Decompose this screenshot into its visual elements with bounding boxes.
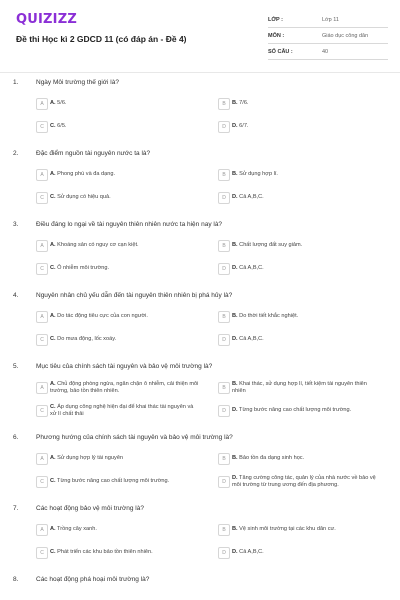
option-badge: B	[218, 453, 230, 465]
option-letter: A.	[50, 381, 56, 387]
answer-option-d[interactable]	[218, 262, 386, 276]
option-text	[50, 381, 200, 395]
option-label: 7/6.	[239, 100, 249, 106]
question-text: Phương hướng của chính sách tài nguyên và bảo vệ môi trường là?	[36, 434, 233, 441]
meta-value: 40	[322, 44, 388, 60]
option-text	[50, 239, 200, 249]
option-label: Do thời tiết khắc nghiệt.	[239, 313, 299, 319]
option-text	[50, 333, 200, 343]
option-label: Sử dụng hợp lý tài nguyên	[57, 455, 124, 461]
option-label: 6/5.	[57, 123, 67, 129]
question-text: Các hoạt động phá hoại môi trường là?	[36, 576, 150, 583]
option-letter: A.	[50, 242, 56, 248]
option-label: Trồng cây xanh.	[57, 526, 97, 532]
question-item	[0, 79, 400, 150]
option-text	[232, 523, 382, 533]
option-label: 6/7.	[239, 123, 249, 129]
option-badge: C	[36, 476, 48, 488]
option-badge: B	[218, 311, 230, 323]
option-text	[232, 191, 382, 201]
option-label: Từng bước nâng cao chất lượng môi trường.	[239, 407, 352, 413]
option-text	[50, 262, 200, 272]
option-text	[50, 523, 200, 533]
option-letter: C.	[50, 194, 56, 200]
question-text: Mục tiêu của chính sách tài nguyên và bảo vệ môi trường là?	[36, 363, 213, 370]
answer-option-c[interactable]	[36, 262, 204, 276]
meta-key: LỚP :	[268, 12, 322, 28]
option-label: Do mưa động, lốc xoáy.	[57, 336, 117, 342]
option-label: Ô nhiễm môi trường.	[57, 265, 110, 271]
question-number: 3.	[13, 221, 19, 228]
option-label: Sử dụng có hiệu quả.	[57, 194, 111, 200]
question-item	[0, 434, 400, 505]
option-badge: C	[36, 547, 48, 559]
option-label: Phát triển các khu bảo tồn thiên nhiên.	[57, 549, 153, 555]
answer-option-c[interactable]	[36, 546, 204, 560]
option-text	[232, 381, 382, 395]
option-text	[232, 120, 382, 130]
option-badge: D	[218, 476, 230, 488]
answer-option-b[interactable]	[218, 168, 386, 182]
option-text	[232, 404, 382, 414]
option-text	[50, 475, 200, 485]
option-label: Cả A,B,C.	[239, 194, 264, 200]
option-label: Phong phú và đa dạng.	[57, 171, 116, 177]
option-badge: A	[36, 382, 48, 394]
option-badge: A	[36, 98, 48, 110]
option-text	[50, 310, 200, 320]
option-label: 5/6.	[57, 100, 67, 106]
question-number: 1.	[13, 79, 19, 86]
option-badge: C	[36, 334, 48, 346]
option-letter: A.	[50, 171, 56, 177]
answer-option-d[interactable]	[218, 404, 386, 418]
option-label: Do tác động tiêu cực của con người.	[57, 313, 148, 319]
option-badge: D	[218, 405, 230, 417]
option-letter: D.	[232, 194, 238, 200]
question-item	[0, 363, 400, 434]
option-text	[232, 239, 382, 249]
option-letter: A.	[50, 526, 56, 532]
option-badge: A	[36, 169, 48, 181]
option-label: Vệ sinh môi trường tại các khu dân cư.	[239, 526, 336, 532]
answer-option-a[interactable]	[36, 310, 204, 324]
option-badge: A	[36, 240, 48, 252]
option-label: Cả A,B,C.	[239, 549, 264, 555]
option-badge: C	[36, 263, 48, 275]
option-label: Chất lượng đất suy giảm.	[239, 242, 303, 248]
question-number: 5.	[13, 363, 19, 370]
option-letter: C.	[50, 336, 56, 342]
option-letter: B.	[232, 455, 238, 461]
page-header	[0, 0, 400, 64]
option-text	[232, 168, 382, 178]
option-letter: D.	[232, 265, 238, 271]
meta-table	[268, 12, 388, 60]
option-badge: C	[36, 192, 48, 204]
question-item	[0, 292, 400, 363]
answer-option-b[interactable]	[218, 381, 386, 395]
option-letter: D.	[232, 549, 238, 555]
option-letter: B.	[232, 242, 238, 248]
option-badge: B	[218, 98, 230, 110]
option-label: Cả A,B,C.	[239, 336, 264, 342]
answer-option-b[interactable]	[218, 523, 386, 537]
option-letter: D.	[232, 123, 238, 129]
option-label: Cả A,B,C.	[239, 265, 264, 271]
answer-option-b[interactable]	[218, 239, 386, 253]
question-number: 6.	[13, 434, 19, 441]
question-text: Đặc điểm nguồn tài nguyên nước ta là?	[36, 150, 151, 157]
question-text: Điều đáng lo ngại về tài nguyên thiên nhiên nước ta hiện nay là?	[36, 221, 223, 228]
option-letter: B.	[232, 313, 238, 319]
option-label: Từng bước nâng cao chất lượng môi trường.	[57, 478, 170, 484]
option-label: Khoáng sản có nguy cơ cạn kiệt.	[57, 242, 139, 248]
header-divider	[0, 72, 400, 73]
option-badge: C	[36, 405, 48, 417]
question-item	[0, 505, 400, 576]
meta-row-class	[268, 12, 388, 28]
answer-option-a[interactable]	[36, 523, 204, 537]
option-badge: D	[218, 263, 230, 275]
question-list	[0, 79, 400, 596]
option-text	[232, 452, 382, 462]
question-item	[0, 221, 400, 292]
answer-option-a[interactable]	[36, 168, 204, 182]
option-text	[50, 191, 200, 201]
answer-option-c[interactable]	[36, 191, 204, 205]
answer-option-c[interactable]	[36, 475, 204, 489]
option-label: Khai thác, sử dụng hợp lí, tiết kiệm tài nguyên thiên nhiên	[232, 381, 367, 394]
option-letter: D.	[232, 336, 238, 342]
option-letter: B.	[232, 526, 238, 532]
option-letter: C.	[50, 404, 56, 410]
quizizz-logo: QUIZIZZ	[16, 12, 77, 27]
option-text	[50, 546, 200, 556]
option-badge: B	[218, 382, 230, 394]
option-letter: D.	[232, 475, 238, 481]
answer-option-b[interactable]	[218, 310, 386, 324]
answer-option-a[interactable]	[36, 239, 204, 253]
option-letter: A.	[50, 100, 56, 106]
option-badge: D	[218, 547, 230, 559]
option-letter: C.	[50, 549, 56, 555]
option-badge: C	[36, 121, 48, 133]
option-label: Chủ động phòng ngừa, ngăn chặn ô nhiễm, cải thiện môi trường, bảo tồn thiên nhiên.	[50, 381, 199, 394]
answer-option-d[interactable]	[218, 333, 386, 347]
option-text	[50, 404, 200, 418]
option-text	[232, 310, 382, 320]
meta-value: Lớp 11	[322, 12, 388, 28]
answer-option-a[interactable]	[36, 452, 204, 466]
answer-option-d[interactable]	[218, 475, 386, 489]
option-label: Bảo tồn đa dạng sinh học.	[239, 455, 305, 461]
meta-row-subject	[268, 28, 388, 44]
option-text	[232, 475, 382, 489]
meta-value: Giáo dục công dân	[322, 28, 388, 44]
answer-option-c[interactable]	[36, 120, 204, 134]
option-text	[50, 120, 200, 130]
option-letter: D.	[232, 407, 238, 413]
option-badge: A	[36, 524, 48, 536]
option-letter: A.	[50, 313, 56, 319]
answer-option-b[interactable]	[218, 452, 386, 466]
option-badge: B	[218, 240, 230, 252]
meta-key: SỐ CÂU :	[268, 44, 322, 60]
meta-row-count	[268, 44, 388, 60]
document-title: Đề thi Học kì 2 GDCD 11 (có đáp án - Đề 4)	[16, 34, 187, 44]
question-item	[0, 576, 400, 596]
answer-option-c[interactable]	[36, 333, 204, 347]
option-badge: B	[218, 169, 230, 181]
option-label: Áp dụng công nghệ hiện đại để khai thác tài nguyên và xử lí chất thải	[50, 404, 194, 417]
question-number: 8.	[13, 576, 19, 583]
question-number: 2.	[13, 150, 19, 157]
option-badge: B	[218, 524, 230, 536]
option-letter: C.	[50, 123, 56, 129]
answer-option-d[interactable]	[218, 191, 386, 205]
option-letter: C.	[50, 478, 56, 484]
answer-option-c[interactable]	[36, 404, 204, 418]
question-text: Nguyên nhân chủ yếu dẫn đến tài nguyên thiên nhiên bị phá hủy là?	[36, 292, 233, 299]
option-text	[232, 333, 382, 343]
option-badge: A	[36, 311, 48, 323]
option-letter: C.	[50, 265, 56, 271]
option-letter: B.	[232, 381, 238, 387]
question-item	[0, 150, 400, 221]
question-number: 7.	[13, 505, 19, 512]
question-text: Các hoạt động bảo vệ môi trường là?	[36, 505, 144, 512]
option-text	[50, 97, 200, 107]
answer-option-d[interactable]	[218, 120, 386, 134]
option-letter: B.	[232, 100, 238, 106]
option-text	[232, 97, 382, 107]
meta-key: MÔN :	[268, 28, 322, 44]
option-badge: D	[218, 121, 230, 133]
question-number: 4.	[13, 292, 19, 299]
answer-option-b[interactable]	[218, 97, 386, 111]
option-letter: A.	[50, 455, 56, 461]
option-text	[50, 452, 200, 462]
option-text	[232, 546, 382, 556]
answer-option-a[interactable]	[36, 381, 204, 395]
option-badge: D	[218, 192, 230, 204]
question-text: Ngày Môi trường thế giới là?	[36, 79, 119, 86]
option-text	[50, 168, 200, 178]
option-label: Tăng cường công tác, quản lý của nhà nước về bảo vệ môi trường từ trung ương đến địa phương.	[232, 475, 376, 488]
answer-option-a[interactable]	[36, 97, 204, 111]
option-label: Sử dụng hợp lí.	[239, 171, 278, 177]
option-text	[232, 262, 382, 272]
answer-option-d[interactable]	[218, 546, 386, 560]
option-letter: B.	[232, 171, 238, 177]
option-badge: D	[218, 334, 230, 346]
option-badge: A	[36, 453, 48, 465]
